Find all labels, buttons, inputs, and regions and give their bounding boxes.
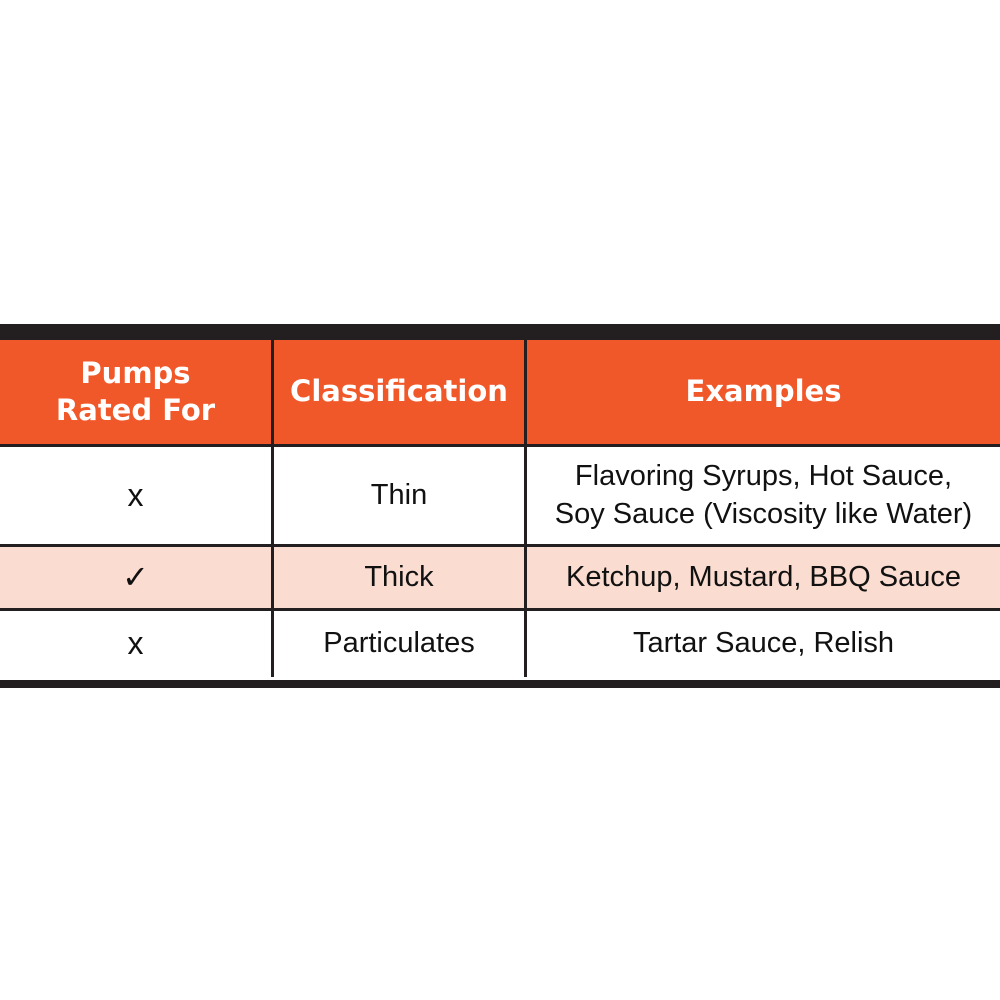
classification-cell: Particulates	[274, 611, 527, 677]
table-row	[0, 611, 1000, 677]
classification-cell: Thick	[274, 547, 527, 608]
header-classification: Classification	[274, 340, 527, 444]
table-row-highlighted	[0, 547, 1000, 611]
viscosity-table	[0, 324, 1000, 688]
table-row	[0, 447, 1000, 547]
header-pumps-rated-for: Pumps Rated For	[0, 340, 274, 444]
table-header-row	[0, 340, 1000, 447]
header-examples: Examples	[685, 374, 842, 409]
classification-cell: Thin	[274, 447, 527, 544]
not-rated-mark: x	[0, 611, 274, 677]
examples-cell: Flavoring Syrups, Hot Sauce, Soy Sauce (Viscosity like Water)	[554, 459, 973, 530]
rated-check-mark: ✓	[0, 547, 274, 608]
examples-cell: Tartar Sauce, Relish	[632, 627, 895, 660]
examples-cell: Ketchup, Mustard, BBQ Sauce	[566, 560, 961, 593]
not-rated-mark: x	[0, 447, 274, 544]
